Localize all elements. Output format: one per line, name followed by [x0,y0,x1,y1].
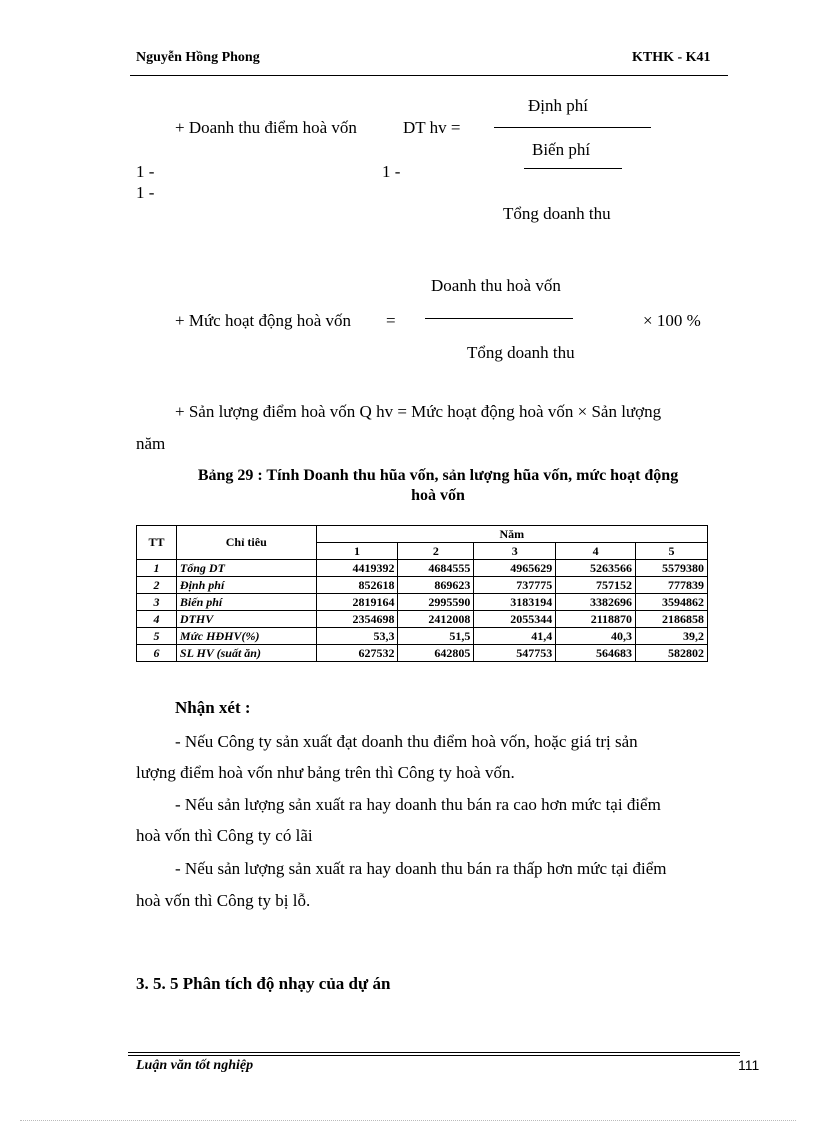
row-value: 2186858 [636,611,708,628]
header-rule [130,75,728,76]
formula1-inner-bar [524,168,622,169]
row-value: 53,3 [316,628,398,645]
formula1-fraction-bar [494,127,651,128]
year-header: 2 [398,543,474,560]
row-value: 40,3 [556,628,636,645]
formula1-denom-top: Biến phí [532,140,591,159]
remarks-p3-line1: - Nếu sản lượng sản xuất ra hay doanh thu bán ra thấp hơn mức tại điểm [175,859,667,878]
formula1-lhs: DT hv = [403,118,461,137]
remarks-heading: Nhận xét : [175,698,251,717]
row-value: 757152 [556,577,636,594]
row-value: 2819164 [316,594,398,611]
formula2-numerator: Doanh thu hoà vốn [431,276,561,295]
footer-label: Luận văn tốt nghiệp [136,1058,254,1073]
section-heading: 3. 5. 5 Phân tích độ nhạy của dự án [136,974,391,993]
row-label: DTHV [176,611,316,628]
row-tt: 1 [137,560,177,577]
row-label: Mức HĐHV(%) [176,628,316,645]
row-tt: 3 [137,594,177,611]
row-value: 777839 [636,577,708,594]
formula2-eq: = [386,311,396,330]
row-value: 4419392 [316,560,398,577]
row-value: 4965629 [474,560,556,577]
row-value: 642805 [398,645,474,662]
row-tt: 2 [137,577,177,594]
breakeven-table [136,525,708,662]
row-value: 627532 [316,645,398,662]
row-value: 737775 [474,577,556,594]
row-value: 2118870 [556,611,636,628]
row-value: 3382696 [556,594,636,611]
footer-rule-bottom [128,1055,740,1056]
row-tt: 4 [137,611,177,628]
row-value: 4684555 [398,560,474,577]
formula1-denom-bottom: Tổng doanh thu [503,204,611,223]
row-value: 869623 [398,577,474,594]
footer-rule-top [128,1052,740,1053]
row-tt: 5 [137,628,177,645]
row-value: 2412008 [398,611,474,628]
row-value: 5263566 [556,560,636,577]
year-header: 4 [556,543,636,560]
formula1-label: + Doanh thu điểm hoà vốn [175,118,357,137]
row-value: 51,5 [398,628,474,645]
table-row [137,628,708,645]
remarks-p2-line2: hoà vốn thì Công ty có lãi [136,826,313,845]
formula2-multiplier: × 100 % [643,311,701,330]
formula2-denominator: Tổng doanh thu [467,343,575,362]
year-header: 5 [636,543,708,560]
table-row [137,611,708,628]
remarks-p1-line1: - Nếu Công ty sản xuất đạt doanh thu điểm hoà vốn, hoặc giá trị sản [175,732,638,751]
row-value: 2055344 [474,611,556,628]
year-header: 1 [316,543,398,560]
row-label: Định phí [176,577,316,594]
row-value: 3594862 [636,594,708,611]
row-value: 582802 [636,645,708,662]
table-row [137,577,708,594]
row-value: 2354698 [316,611,398,628]
row-value: 41,4 [474,628,556,645]
year-header: 3 [474,543,556,560]
page-number: 111 [738,1057,760,1073]
page-edge-divider [20,1120,796,1121]
table-title-line1: Bảng 29 : Tính Doanh thu hũa vốn, sản lượng hũa vốn, mức hoạt động [197,467,679,484]
row-value: 564683 [556,645,636,662]
col-header-tt: TT [137,526,177,560]
formula1-one-a: 1 - [136,162,155,181]
row-label: SL HV (suất ăn) [176,645,316,662]
remarks-p1-line2: lượng điểm hoà vốn như bảng trên thì Công ty hoà vốn. [136,763,515,782]
table-row [137,560,708,577]
remarks-p2-line1: - Nếu sản lượng sản xuất ra hay doanh thu bán ra cao hơn mức tại điểm [175,795,661,814]
header-author: Nguyễn Hồng Phong [136,50,260,65]
row-value: 3183194 [474,594,556,611]
row-value: 852618 [316,577,398,594]
row-value: 2995590 [398,594,474,611]
col-header-indicator: Chỉ tiêu [176,526,316,560]
table-row [137,594,708,611]
formula2-label: + Mức hoạt động hoà vốn [175,311,352,330]
row-label: Biến phí [176,594,316,611]
row-label: Tổng DT [176,560,316,577]
formula3-line1: + Sản lượng điểm hoà vốn Q hv = Mức hoạt động hoà vốn × Sản lượng [175,402,662,421]
formula1-one-c: 1 - [382,162,401,181]
row-tt: 6 [137,645,177,662]
formula1-one-b: 1 - [136,183,155,202]
col-header-year: Năm [316,526,707,543]
row-value: 547753 [474,645,556,662]
remarks-p3-line2: hoà vốn thì Công ty bị lỗ. [136,891,311,910]
table-row [137,645,708,662]
header-course: KTHK - K41 [632,50,711,65]
formula3-line2: năm [136,434,166,453]
formula2-fraction-bar [425,318,573,319]
formula1-numerator: Định phí [528,96,588,115]
table-title-line2: hoà vốn [411,487,465,504]
row-value: 5579380 [636,560,708,577]
row-value: 39,2 [636,628,708,645]
